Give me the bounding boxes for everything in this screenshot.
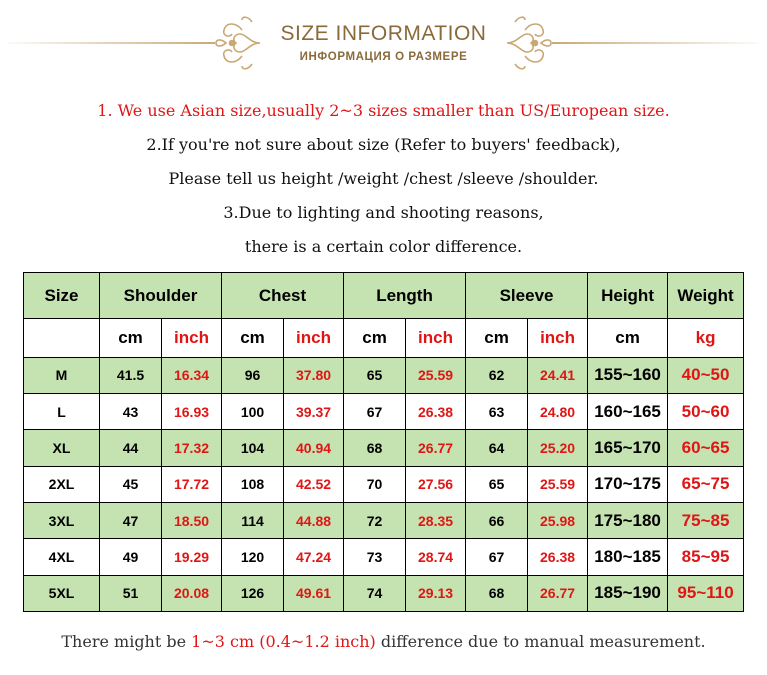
cell-weight: 85~95 xyxy=(668,539,744,575)
table-row xyxy=(24,466,744,502)
unit-kg: kg xyxy=(668,319,744,357)
cell-size: L xyxy=(24,394,100,430)
disclaimer-prefix: There might be xyxy=(61,632,192,651)
cell-length-cm: 70 xyxy=(344,466,406,502)
cell-sleeve-inch: 25.98 xyxy=(528,502,588,538)
banner-title: SIZE INFORMATION xyxy=(280,22,487,45)
banner-divider-left xyxy=(8,42,215,44)
cell-shoulder-inch: 16.34 xyxy=(162,357,222,393)
cell-shoulder-cm: 41.5 xyxy=(100,357,162,393)
cell-sleeve-cm: 63 xyxy=(466,394,528,430)
cell-height: 160~165 xyxy=(588,394,668,430)
cell-length-inch: 26.77 xyxy=(406,430,466,466)
size-chart-table xyxy=(23,272,744,612)
cell-chest-inch: 49.61 xyxy=(284,575,344,611)
table-row xyxy=(24,539,744,575)
cell-size: 4XL xyxy=(24,539,100,575)
size-info-banner xyxy=(0,0,767,85)
disclaimer-suffix: difference due to manual measurement. xyxy=(375,632,706,651)
cell-length-inch: 28.74 xyxy=(406,539,466,575)
unit-cm: cm xyxy=(100,319,162,357)
cell-sleeve-inch: 25.59 xyxy=(528,466,588,502)
header-size: Size xyxy=(24,273,100,319)
cell-length-cm: 67 xyxy=(344,394,406,430)
cell-length-inch: 27.56 xyxy=(406,466,466,502)
cell-shoulder-cm: 49 xyxy=(100,539,162,575)
cell-sleeve-inch: 24.41 xyxy=(528,357,588,393)
cell-size: 5XL xyxy=(24,575,100,611)
cell-length-inch: 29.13 xyxy=(406,575,466,611)
unit-inch: inch xyxy=(162,319,222,357)
cell-chest-cm: 104 xyxy=(222,430,284,466)
unit-inch: inch xyxy=(406,319,466,357)
table-row xyxy=(24,502,744,538)
cell-sleeve-cm: 65 xyxy=(466,466,528,502)
header-weight: Weight xyxy=(668,273,744,319)
cell-shoulder-inch: 17.72 xyxy=(162,466,222,502)
table-row xyxy=(24,394,744,430)
cell-sleeve-inch: 24.80 xyxy=(528,394,588,430)
cell-chest-cm: 114 xyxy=(222,502,284,538)
cell-sleeve-cm: 67 xyxy=(466,539,528,575)
cell-weight: 60~65 xyxy=(668,430,744,466)
cell-shoulder-inch: 16.93 xyxy=(162,394,222,430)
table-row xyxy=(24,430,744,466)
header-chest: Chest xyxy=(222,273,344,319)
cell-height: 155~160 xyxy=(588,357,668,393)
cell-height: 175~180 xyxy=(588,502,668,538)
header-height: Height xyxy=(588,273,668,319)
cell-height: 165~170 xyxy=(588,430,668,466)
cell-weight: 40~50 xyxy=(668,357,744,393)
cell-length-cm: 68 xyxy=(344,430,406,466)
cell-size: XL xyxy=(24,430,100,466)
cell-weight: 95~110 xyxy=(668,575,744,611)
cell-length-cm: 65 xyxy=(344,357,406,393)
cell-shoulder-cm: 44 xyxy=(100,430,162,466)
cell-chest-cm: 108 xyxy=(222,466,284,502)
cell-chest-inch: 42.52 xyxy=(284,466,344,502)
cell-chest-inch: 37.80 xyxy=(284,357,344,393)
cell-length-cm: 72 xyxy=(344,502,406,538)
cell-chest-inch: 44.88 xyxy=(284,502,344,538)
cell-sleeve-inch: 26.38 xyxy=(528,539,588,575)
cell-chest-inch: 47.24 xyxy=(284,539,344,575)
unit-inch: inch xyxy=(528,319,588,357)
cell-weight: 75~85 xyxy=(668,502,744,538)
note-unsure-size: 2.If you're not sure about size (Refer to buyers' feedback), xyxy=(146,135,621,154)
header-shoulder: Shoulder xyxy=(100,273,222,319)
cell-height: 170~175 xyxy=(588,466,668,502)
cell-chest-cm: 126 xyxy=(222,575,284,611)
table-unit-row xyxy=(24,319,744,357)
cell-shoulder-cm: 51 xyxy=(100,575,162,611)
cell-weight: 50~60 xyxy=(668,394,744,430)
cell-chest-cm: 100 xyxy=(222,394,284,430)
cell-chest-cm: 120 xyxy=(222,539,284,575)
note-asian-size: 1. We use Asian size,usually 2~3 sizes smaller than US/European size. xyxy=(97,101,670,120)
cell-size: 3XL xyxy=(24,502,100,538)
cell-height: 185~190 xyxy=(588,575,668,611)
cell-chest-cm: 96 xyxy=(222,357,284,393)
cell-chest-inch: 40.94 xyxy=(284,430,344,466)
cell-size: 2XL xyxy=(24,466,100,502)
cell-sleeve-cm: 64 xyxy=(466,430,528,466)
note-color-difference: there is a certain color difference. xyxy=(244,237,523,256)
table-header-row xyxy=(24,273,744,319)
cell-shoulder-cm: 47 xyxy=(100,502,162,538)
cell-sleeve-inch: 26.77 xyxy=(528,575,588,611)
cell-shoulder-inch: 19.29 xyxy=(162,539,222,575)
unit-cm: cm xyxy=(344,319,406,357)
disclaimer-highlight: 1~3 cm (0.4~1.2 inch) xyxy=(191,632,376,651)
table-row xyxy=(24,357,744,393)
banner-divider-right xyxy=(552,42,759,44)
cell-shoulder-cm: 45 xyxy=(100,466,162,502)
cell-length-inch: 26.38 xyxy=(406,394,466,430)
header-sleeve: Sleeve xyxy=(466,273,588,319)
cell-length-inch: 25.59 xyxy=(406,357,466,393)
cell-sleeve-cm: 62 xyxy=(466,357,528,393)
diagonal-cell xyxy=(24,319,100,357)
cell-shoulder-cm: 43 xyxy=(100,394,162,430)
cell-shoulder-inch: 18.50 xyxy=(162,502,222,538)
table-row xyxy=(24,575,744,611)
cell-height: 180~185 xyxy=(588,539,668,575)
cell-shoulder-inch: 20.08 xyxy=(162,575,222,611)
cell-sleeve-cm: 68 xyxy=(466,575,528,611)
cell-sleeve-cm: 66 xyxy=(466,502,528,538)
cell-chest-inch: 39.37 xyxy=(284,394,344,430)
cell-weight: 65~75 xyxy=(668,466,744,502)
cell-length-cm: 73 xyxy=(344,539,406,575)
unit-cm: cm xyxy=(222,319,284,357)
cell-length-inch: 28.35 xyxy=(406,502,466,538)
measurement-disclaimer xyxy=(0,632,767,651)
unit-inch: inch xyxy=(284,319,344,357)
cell-size: M xyxy=(24,357,100,393)
cell-shoulder-inch: 17.32 xyxy=(162,430,222,466)
note-lighting: 3.Due to lighting and shooting reasons, xyxy=(223,203,544,222)
header-length: Length xyxy=(344,273,466,319)
cell-sleeve-inch: 25.20 xyxy=(528,430,588,466)
note-tell-measurements: Please tell us height /weight /chest /sleeve /shoulder. xyxy=(168,169,599,188)
floral-ornament-icon xyxy=(212,12,262,74)
unit-cm: cm xyxy=(466,319,528,357)
banner-subtitle: ИНФОРМАЦИЯ О РАЗМЕРЕ xyxy=(299,51,468,63)
cell-length-cm: 74 xyxy=(344,575,406,611)
unit-cm: cm xyxy=(588,319,668,357)
floral-ornament-icon xyxy=(505,12,555,74)
